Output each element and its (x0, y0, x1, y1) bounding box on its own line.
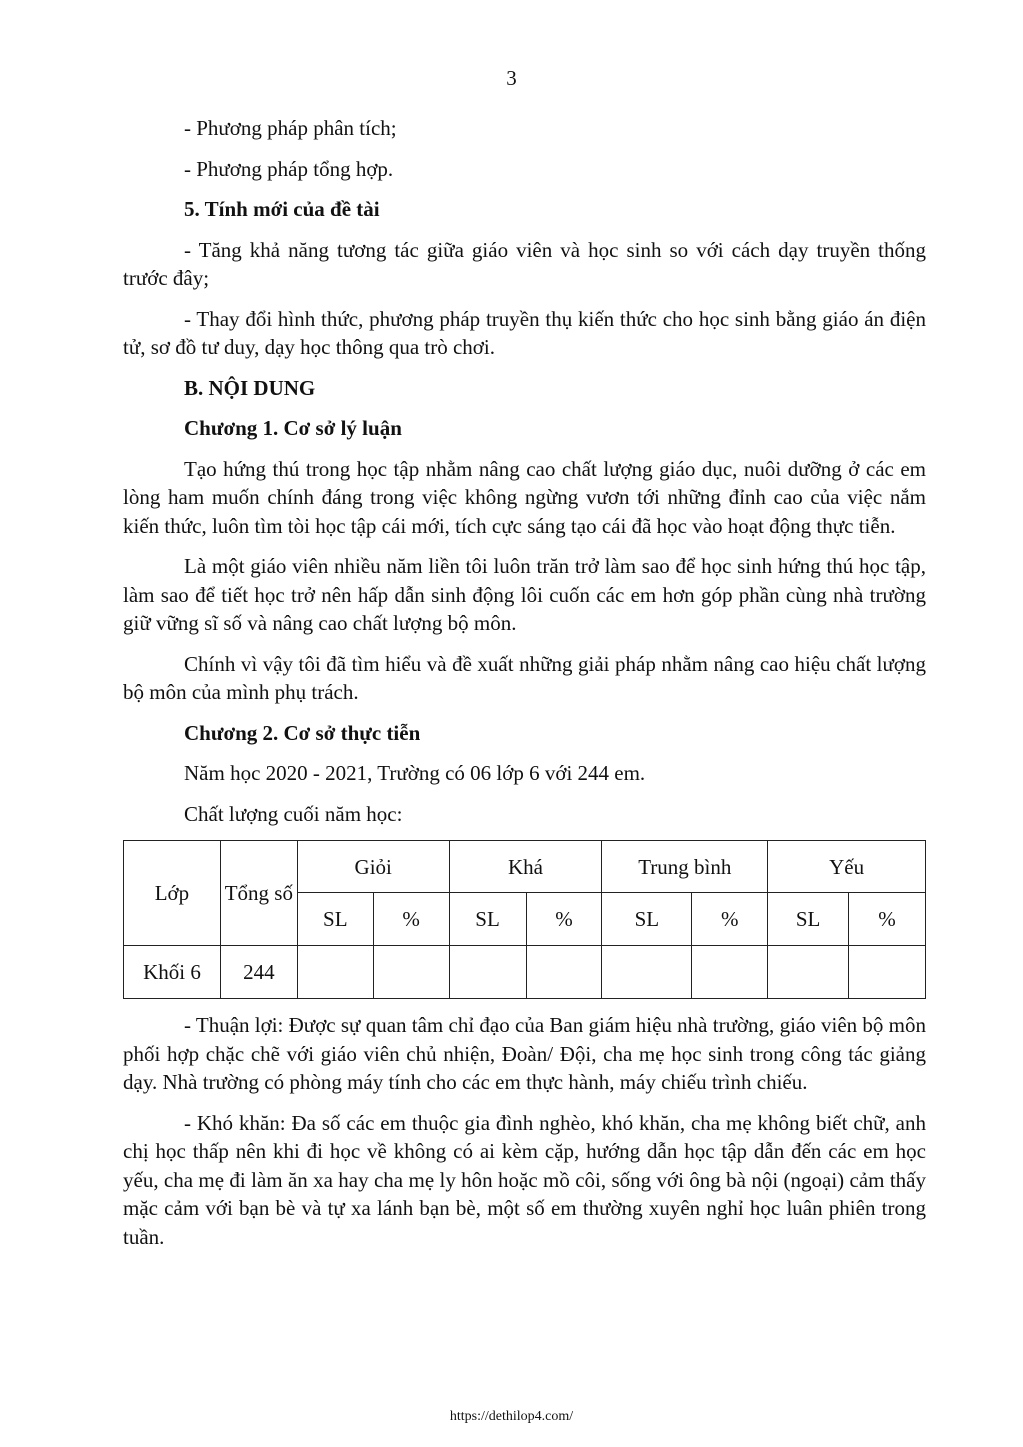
header-group-trung-binh: Trung bình (602, 841, 768, 893)
cell-yeu-count (768, 946, 849, 999)
chapter2-heading: Chương 2. Cơ sở thực tiễn (184, 720, 421, 745)
section5-heading: 5. Tính mới của đề tài (184, 197, 380, 221)
subheader-percent: % (849, 893, 926, 946)
chapter1-paragraph-1: Tạo hứng thú trong học tập nhằm nâng cao chất lượng giáo dục, nuôi dưỡng ở các em lòng ham muốn chính đáng trong việc không ngừng vươn tới những đỉnh cao của việc nắm kiến thức, luôn tìm tòi học tập cái mới, tích cực sáng tạo cái đã học vào hoạt động thực tiễn. (123, 456, 926, 538)
chapter1-paragraph-2: Là một giáo viên nhiều năm liền tôi luôn trăn trở làm sao để học sinh hứng thú học tập, làm sao để tiết học trở nên hấp dẫn sinh động lôi cuốn các em hơn góp phần cùng nhà trường giữ vững sĩ số và nâng cao chất lượng bộ môn. (123, 554, 926, 635)
document-body (123, 114, 926, 1263)
chapter2-paragraph-2: Chất lượng cuối năm học: (184, 801, 403, 826)
advantage-paragraph: - Thuận lợi: Được sự quan tâm chỉ đạo của Ban giám hiệu nhà trường, giáo viên bộ môn phối hợp chặc chẽ với giáo viên chủ nhiện, Đoàn/ Đội, cha mẹ học sinh trong công tác giảng dạy. Nhà trường có phòng máy tính cho các em thực hành, máy chiếu trình chiếu. (123, 1013, 926, 1094)
subheader-count: SL (449, 893, 526, 946)
footer-url: https://dethilop4.com/ (449, 1409, 574, 1424)
subheader-percent: % (692, 893, 768, 946)
subheader-count: SL (602, 893, 692, 946)
cell-kha-count (449, 946, 526, 999)
cell-class: Khối 6 (124, 946, 221, 999)
method-analysis-item: - Phương pháp phân tích; (184, 116, 397, 140)
table-row (124, 946, 926, 999)
cell-gioi-count (297, 946, 373, 999)
header-total: Tổng số (220, 841, 297, 946)
header-class: Lớp (124, 841, 221, 946)
chapter1-paragraph-3: Chính vì vậy tôi đã tìm hiểu và đề xuất những giải pháp nhằm nâng cao hiệu chất lượng bộ môn của mình phụ trách. (123, 651, 926, 704)
header-group-gioi: Giỏi (297, 841, 449, 893)
subheader-percent: % (373, 893, 449, 946)
chapter2-paragraph-1: Năm học 2020 - 2021, Trường có 06 lớp 6 với 244 em. (184, 761, 646, 785)
section5-paragraph-1: - Tăng khả năng tương tác giữa giáo viên và học sinh so với cách dạy truyền thống trước đây; (123, 237, 926, 290)
subheader-count: SL (297, 893, 373, 946)
cell-yeu-percent (849, 946, 926, 999)
cell-total: 244 (220, 946, 297, 999)
method-synthesis-item: - Phương pháp tổng hợp. (184, 156, 394, 181)
page-number: 3 (506, 66, 517, 90)
cell-trung-binh-percent (692, 946, 768, 999)
header-group-yeu: Yếu (768, 841, 926, 893)
difficulty-paragraph: - Khó khăn: Đa số các em thuộc gia đình nghèo, khó khăn, cha mẹ không biết chữ, anh chị học thấp nên khi đi học về không có ai kèm cặp, hướng dẫn học tập dẫn đến các em học yếu, cha mẹ đi làm ăn xa hay cha mẹ ly hôn hoặc mồ côi, sống với ông bà nội (ngoại) cảm thấy mặc cảm với bạn bè và tự xa lánh bạn bè, một số em thường xuyên nghỉ học luân phiên trong tuần. (123, 1110, 926, 1249)
part-b-heading: B. NỘI DUNG (184, 375, 316, 400)
chapter1-heading: Chương 1. Cơ sở lý luận (184, 416, 402, 440)
subheader-count: SL (768, 893, 849, 946)
subheader-percent: % (526, 893, 602, 946)
cell-kha-percent (526, 946, 602, 999)
quality-table (123, 840, 926, 999)
header-group-kha: Khá (449, 841, 602, 893)
section5-paragraph-2: - Thay đổi hình thức, phương pháp truyền thụ kiến thức cho học sinh bằng giáo án điện tử, sơ đồ tư duy, dạy học thông qua trò chơi. (123, 306, 926, 359)
cell-gioi-percent (373, 946, 449, 999)
cell-trung-binh-count (602, 946, 692, 999)
